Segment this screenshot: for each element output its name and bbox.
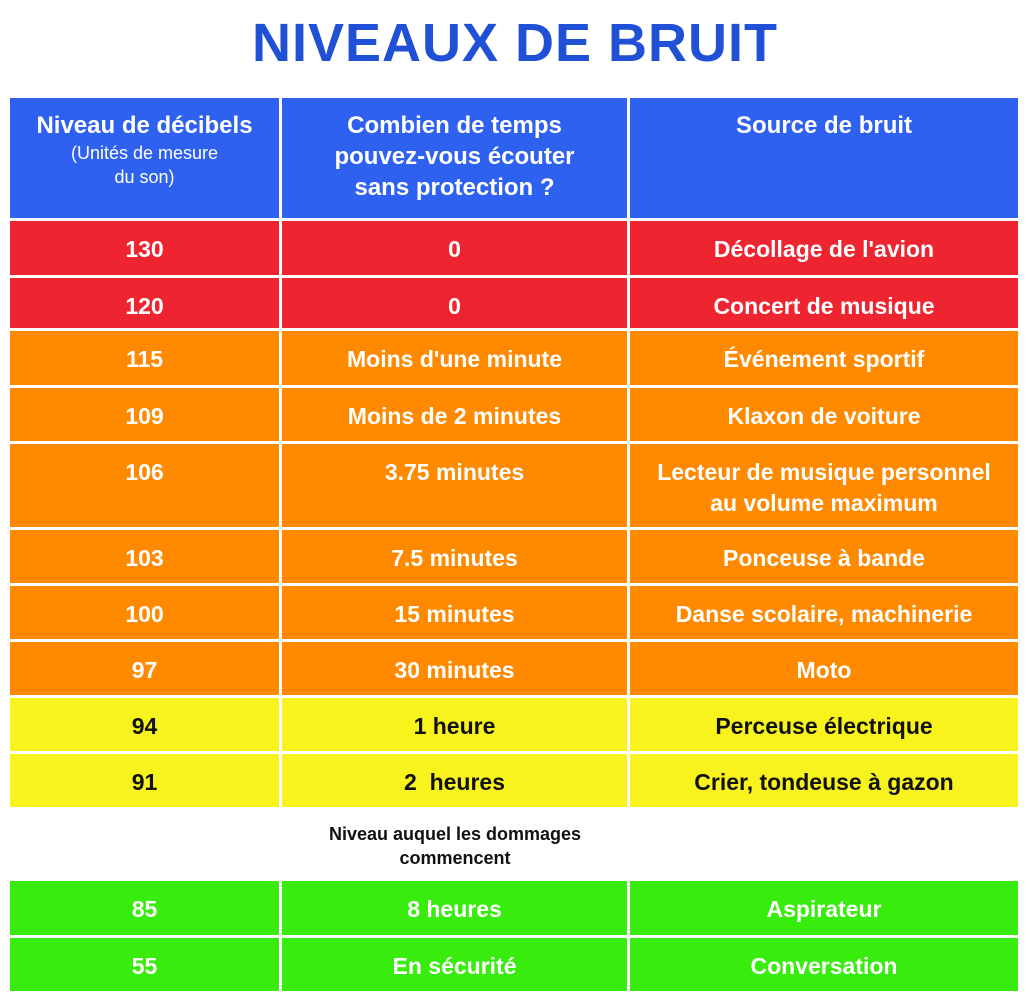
header-decibel-sub-line1: (Unités de mesure (70, 143, 219, 163)
header-noise-source: Source de bruit (627, 98, 1018, 218)
time-cell: 0 (279, 221, 627, 275)
time-cell: 2 heures (279, 754, 627, 807)
decibel-cell: 106 (10, 444, 279, 527)
table-row (10, 642, 1018, 695)
decibel-cell: 100 (10, 586, 279, 639)
decibel-cell: 115 (10, 331, 279, 385)
table-row (10, 881, 1018, 935)
table-row (10, 754, 1018, 807)
decibel-cell: 85 (10, 881, 279, 935)
table-row (10, 938, 1018, 991)
table-row (10, 221, 1018, 275)
header-time-line2: pouvez-vous écouter (334, 143, 575, 170)
source-cell: Décollage de l'avion (627, 221, 1018, 275)
time-cell: 1 heure (279, 698, 627, 751)
time-cell: 3.75 minutes (279, 444, 627, 527)
decibel-cell: 130 (10, 221, 279, 275)
source-cell: Perceuse électrique (627, 698, 1018, 751)
time-cell: 30 minutes (279, 642, 627, 695)
table-row (10, 388, 1018, 441)
time-cell: En sécurité (279, 938, 627, 991)
decibel-cell: 120 (10, 278, 279, 328)
header-exposure-time (279, 98, 627, 218)
note-line1: Niveau auquel les dommages (328, 824, 582, 844)
table-row (10, 530, 1018, 583)
decibel-cell: 55 (10, 938, 279, 991)
header-decibel-label: Niveau de décibels (36, 112, 253, 139)
decibel-cell: 91 (10, 754, 279, 807)
source-cell: Ponceuse à bande (627, 530, 1018, 583)
time-cell: 7.5 minutes (279, 530, 627, 583)
damage-threshold-note (290, 822, 620, 870)
source-cell: Concert de musique (627, 278, 1018, 328)
table-row (10, 278, 1018, 328)
time-cell: Moins de 2 minutes (279, 388, 627, 441)
table-header (10, 98, 1018, 218)
source-cell: Événement sportif (627, 331, 1018, 385)
note-line2: commencent (399, 848, 511, 868)
source-cell: Aspirateur (627, 881, 1018, 935)
header-time-line1: Combien de temps (347, 112, 562, 139)
time-cell: Moins d'une minute (279, 331, 627, 385)
source-cell: Conversation (627, 938, 1018, 991)
source-cell: Klaxon de voiture (627, 388, 1018, 441)
source-cell: Moto (627, 642, 1018, 695)
source-cell: Crier, tondeuse à gazon (627, 754, 1018, 807)
page-title: NIVEAUX DE BRUIT (251, 13, 779, 73)
decibel-cell: 94 (10, 698, 279, 751)
header-time-line3: sans protection ? (354, 174, 555, 201)
table-row (10, 698, 1018, 751)
source-line2: au volume maximum (710, 490, 938, 516)
table-row (10, 444, 1018, 527)
source-cell: Danse scolaire, machinerie (627, 586, 1018, 639)
time-cell: 15 minutes (279, 586, 627, 639)
decibel-cell: 97 (10, 642, 279, 695)
table-row (10, 586, 1018, 639)
decibel-cell: 109 (10, 388, 279, 441)
header-decibel-sub-line2: du son) (114, 167, 175, 187)
header-decibel-level (10, 98, 279, 218)
time-cell: 8 heures (279, 881, 627, 935)
time-cell: 0 (279, 278, 627, 328)
source-cell (627, 444, 1018, 527)
decibel-cell: 103 (10, 530, 279, 583)
source-line1: Lecteur de musique personnel (657, 459, 991, 485)
table-row (10, 331, 1018, 385)
